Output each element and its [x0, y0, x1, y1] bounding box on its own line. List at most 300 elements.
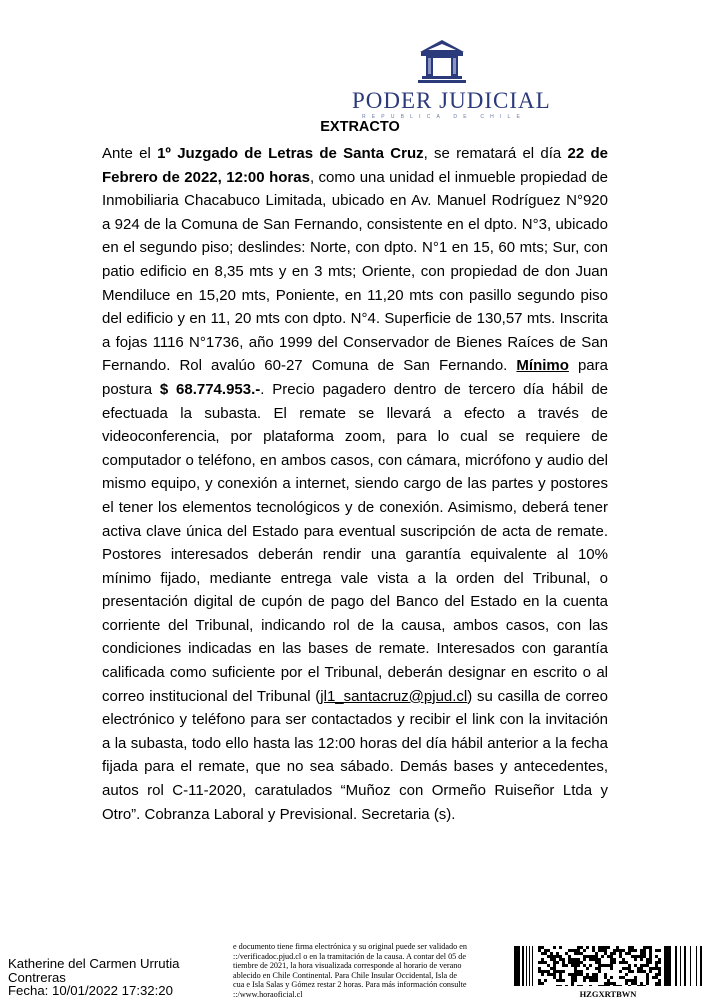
- barcode-module: [637, 970, 640, 973]
- barcode-module: [571, 973, 574, 976]
- barcode-module: [604, 964, 607, 967]
- barcode-module: [613, 958, 616, 961]
- barcode-module: [538, 946, 541, 949]
- barcode-module: [658, 949, 661, 952]
- barcode-module: [598, 985, 601, 986]
- barcode-module: [646, 964, 649, 967]
- barcode-module: [580, 970, 583, 973]
- barcode-module: [634, 982, 637, 985]
- barcode-module: [586, 946, 589, 949]
- barcode-module: [628, 952, 631, 955]
- barcode-module: [592, 976, 595, 979]
- barcode-module: [571, 982, 574, 985]
- barcode-module: [580, 946, 583, 949]
- barcode-module: [556, 985, 559, 986]
- barcode-module: [610, 955, 613, 958]
- barcode-module: [559, 973, 562, 976]
- barcode-module: [607, 982, 610, 985]
- barcode-module: [574, 958, 577, 961]
- barcode-module: [586, 976, 589, 979]
- barcode-module: [646, 982, 649, 985]
- barcode-module: [631, 979, 634, 982]
- barcode-module: [592, 973, 595, 976]
- barcode-module: [649, 961, 652, 964]
- barcode-module: [574, 967, 577, 970]
- barcode-module: [553, 958, 556, 961]
- barcode-module: [613, 961, 616, 964]
- barcode-module: [580, 961, 583, 964]
- courthouse-icon: [414, 38, 470, 86]
- barcode-module: [613, 982, 616, 985]
- signer-block: [8, 957, 180, 998]
- barcode-module: [610, 976, 613, 979]
- barcode-module: [589, 964, 592, 967]
- barcode-module: [631, 946, 634, 949]
- barcode-module: [619, 952, 622, 955]
- barcode-module: [619, 970, 622, 973]
- barcode-module: [586, 967, 589, 970]
- barcode-module: [583, 949, 586, 952]
- barcode-module: [553, 970, 556, 973]
- barcode-module: [553, 946, 556, 949]
- barcode-module: [580, 985, 583, 986]
- barcode-module: [655, 949, 658, 952]
- barcode-module: [541, 961, 544, 964]
- barcode-module: [646, 979, 649, 982]
- barcode-module: [619, 949, 622, 952]
- barcode-module: [598, 946, 601, 949]
- barcode-module: [568, 949, 571, 952]
- electronic-signature-notice: [233, 942, 507, 1000]
- barcode-module: [544, 970, 547, 973]
- barcode-module: [625, 961, 628, 964]
- logo-subtitle: REPUBLICA DE CHILE: [361, 114, 527, 120]
- barcode-module: [562, 970, 565, 973]
- barcode-module: [655, 976, 658, 979]
- barcode-module: [595, 973, 598, 976]
- barcode-module: [598, 970, 601, 973]
- barcode-module: [595, 961, 598, 964]
- barcode-module: [577, 970, 580, 973]
- barcode-module: [553, 964, 556, 967]
- barcode-module: [622, 958, 625, 961]
- barcode-module: [538, 970, 541, 973]
- barcode-module: [604, 976, 607, 979]
- barcode-module: [637, 967, 640, 970]
- barcode-module: [646, 973, 649, 976]
- barcode-module: [634, 976, 637, 979]
- barcode-module: [610, 961, 613, 964]
- barcode-module: [574, 952, 577, 955]
- barcode-module: [604, 973, 607, 976]
- barcode-module: [583, 976, 586, 979]
- barcode-module: [628, 979, 631, 982]
- barcode-module: [631, 970, 634, 973]
- barcode-module: [586, 955, 589, 958]
- court-email-link[interactable]: jl1_santacruz@pjud.cl: [320, 687, 468, 705]
- barcode-module: [559, 946, 562, 949]
- barcode-module: [655, 955, 658, 958]
- barcode-module: [643, 985, 646, 986]
- barcode-module: [574, 970, 577, 973]
- barcode-module: [658, 985, 661, 986]
- barcode-module: [571, 949, 574, 952]
- barcode-module: [547, 970, 550, 973]
- barcode-module: [595, 979, 598, 982]
- barcode-module: [640, 970, 643, 973]
- barcode-module: [700, 946, 702, 986]
- barcode-module: [619, 976, 622, 979]
- barcode-module: [544, 979, 547, 982]
- barcode-module: [643, 946, 646, 949]
- barcode-module: [592, 958, 595, 961]
- body-text: ) su casilla de correo electrónico y teléfono para ser contactados y recibir el link con la invitación a la subasta, todo ello hasta las 12:00 horas del día hábil anterior a la fecha fijada para el remate, que no sea sábado. Demás bases y antecedentes, autos rol C-11-2020, caratulados “Muñoz con Ormeño Ruiseñor Ltda y Otro”. Cobranza Laboral y Previsional. Secretaria (s).: [102, 687, 608, 823]
- barcode-module: [664, 946, 671, 986]
- barcode-module: [631, 949, 634, 952]
- barcode-module: [547, 973, 550, 976]
- barcode-module: [574, 964, 577, 967]
- barcode-module: [643, 955, 646, 958]
- barcode-module: [592, 949, 595, 952]
- barcode-module: [649, 955, 652, 958]
- barcode-module: [640, 982, 643, 985]
- barcode-module: [592, 979, 595, 982]
- body-text: Ante el: [102, 145, 158, 162]
- barcode-module: [583, 955, 586, 958]
- barcode-module: [640, 949, 643, 952]
- barcode-module: [553, 955, 556, 958]
- barcode-module: [637, 955, 640, 958]
- barcode-module: [604, 982, 607, 985]
- barcode-module: [538, 982, 541, 985]
- barcode-module: [538, 961, 541, 964]
- barcode-module: [649, 958, 652, 961]
- barcode-module: [544, 961, 547, 964]
- notice-line: tiembre de 2021, la hora visualizada corresponde al horario de verano: [233, 961, 462, 971]
- barcode-module: [565, 985, 568, 986]
- barcode-module: [640, 952, 643, 955]
- barcode-module: [574, 976, 577, 979]
- barcode-module: [690, 946, 691, 986]
- barcode-module: [583, 979, 586, 982]
- barcode-module: [547, 949, 550, 952]
- barcode-module: [571, 958, 574, 961]
- barcode-module: [574, 979, 577, 982]
- barcode-module: [655, 961, 658, 964]
- barcode-module: [628, 985, 631, 986]
- barcode-module: [655, 982, 658, 985]
- barcode-module: [625, 952, 628, 955]
- barcode-module: [696, 946, 697, 986]
- barcode-module: [568, 955, 571, 958]
- barcode-module: [643, 970, 646, 973]
- barcode-module: [625, 979, 628, 982]
- barcode-module: [559, 985, 562, 986]
- barcode-module: [655, 964, 658, 967]
- barcode-module: [607, 964, 610, 967]
- barcode-module: [547, 955, 550, 958]
- barcode-module: [559, 976, 562, 979]
- barcode-module: [628, 967, 631, 970]
- notice-line: cua e Isla Salas y Gómez restar 2 horas. Para más información consulte: [233, 980, 467, 990]
- barcode-module: [658, 967, 661, 970]
- barcode-module: [544, 952, 547, 955]
- notice-line: ::/verificadoc.pjud.cl o en la tramitación de la causa. A contar del 05 de: [233, 951, 467, 961]
- barcode-module: [577, 985, 580, 986]
- barcode-module: [616, 946, 619, 949]
- barcode-module: [604, 952, 607, 955]
- barcode-module: [619, 955, 622, 958]
- barcode-module: [541, 970, 544, 973]
- barcode-module: [640, 964, 643, 967]
- barcode-module: [595, 952, 598, 955]
- barcode-module: [589, 955, 592, 958]
- barcode-module: [577, 949, 580, 952]
- barcode-module: [598, 961, 601, 964]
- barcode-module: [598, 964, 601, 967]
- barcode-module: [562, 958, 565, 961]
- verification-code: HZGXRTBWN: [579, 989, 637, 999]
- barcode-module: [598, 967, 601, 970]
- barcode-module: [580, 973, 583, 976]
- barcode-module: [562, 961, 565, 964]
- barcode-module: [538, 949, 541, 952]
- barcode-module: [601, 985, 604, 986]
- barcode-module: [616, 985, 619, 986]
- barcode-module: [553, 976, 556, 979]
- barcode-module: [649, 967, 652, 970]
- barcode-module: [562, 979, 565, 982]
- barcode-module: [613, 985, 616, 986]
- barcode-module: [583, 958, 586, 961]
- barcode-module: [547, 964, 550, 967]
- barcode-module: [631, 982, 634, 985]
- barcode-module: [625, 982, 628, 985]
- barcode-module: [640, 985, 643, 986]
- barcode-module: [613, 949, 616, 952]
- barcode-module: [616, 949, 619, 952]
- barcode-module: [514, 946, 520, 986]
- barcode-module: [619, 961, 622, 964]
- body-text: para postura: [102, 357, 608, 398]
- barcode-module: [583, 964, 586, 967]
- barcode-module: [604, 985, 607, 986]
- barcode-module: [595, 976, 598, 979]
- barcode-module: [571, 961, 574, 964]
- barcode-module: [571, 979, 574, 982]
- bold-text: 22 de Febrero de 2022, 12:00 horas: [102, 145, 609, 186]
- barcode-module: [649, 952, 652, 955]
- barcode-module: [538, 967, 541, 970]
- barcode-module: [574, 961, 577, 964]
- barcode-module: [598, 949, 601, 952]
- barcode-module: [589, 985, 592, 986]
- barcode-module: [574, 973, 577, 976]
- barcode-module: [675, 946, 677, 986]
- barcode-module: [628, 964, 631, 967]
- barcode-module: [655, 985, 658, 986]
- barcode-module: [556, 979, 559, 982]
- barcode-module: [622, 976, 625, 979]
- barcode-module: [601, 946, 604, 949]
- body-text: . Precio pagadero dentro de tercero día hábil de efectuada la subasta. El remate se llevará a efecto a través de videoconferencia, por plataforma zoom, para lo cual se requiere de computador o teléfono, en ambos casos, con cámara, micrófono y audio del mismo equipo, y conexión a internet, siendo cargo de las partes y postores el tener los elementos tecnológicos y de conexión. Asimismo, deberá tener activa clave única del Estado para eventual suscripción de acta de remate. Postores interesados deberán rendir una garantía equivalente al 10% mínimo fijado, mediante entrega vale vista a la orden del Tribunal, o presentación digital de cupón de pago del Banco del Estado en la cuenta corriente del Tribunal, indicando rol de la causa, ambos casos, con las condiciones indicadas en las bases de remate. Interesados con garantía calificada como suficiente por el Tribunal, deberán designar en escrito o al correo institucional del Tribunal (: [102, 380, 609, 705]
- barcode-module: [637, 985, 640, 986]
- barcode-module: [556, 961, 559, 964]
- barcode-module: [559, 970, 562, 973]
- body-text: , como una unidad el inmueble propiedad de Inmobiliaria Chacabuco Limitada, ubicado en Av. Manuel Rodríguez N°920 a 924 de la Comuna de San Fernando, consistente en el dpto. N°3, ubicado en el segundo piso; deslindes: Norte, con dpto. N°1 en 15, 60 mts; Sur, con patio edificio en 8,35 mts y en 3 mts; Oriente, con propiedad de don Juan Mendiluce en 15,20 mts, Poniente, en 11,20 mts con pasillo segundo piso del edificio y en 11, 20 mts con dpto. N°4. Superficie de 130,57 mts. Inscrita a fojas 1116 N°1736, año 1999 del Conservador de Bienes Raíces de San Fernando. Rol avalúo 60-27 Comuna de San Fernando.: [102, 168, 609, 375]
- barcode-module: [550, 955, 553, 958]
- signer-name-line1: Katherine del Carmen Urrutia: [8, 956, 180, 971]
- barcode-module: [559, 955, 562, 958]
- barcode-module: [649, 949, 652, 952]
- barcode-module: [553, 967, 556, 970]
- barcode-module: [634, 964, 637, 967]
- barcode-module: [559, 979, 562, 982]
- barcode-module: [577, 958, 580, 961]
- barcode-module: [604, 949, 607, 952]
- barcode-module: [640, 958, 643, 961]
- barcode-module: [574, 949, 577, 952]
- barcode-module: [619, 985, 622, 986]
- minimum-label: Mínimo: [516, 357, 569, 375]
- barcode-module: [607, 955, 610, 958]
- barcode-module: [610, 967, 613, 970]
- barcode-module: [649, 946, 652, 949]
- barcode-module: [565, 952, 568, 955]
- barcode-module: [550, 952, 553, 955]
- barcode-module: [526, 946, 527, 986]
- barcode-module: [589, 958, 592, 961]
- barcode-module: [607, 985, 610, 986]
- barcode-module: [592, 955, 595, 958]
- barcode-module: [562, 964, 565, 967]
- barcode-module: [652, 976, 655, 979]
- barcode-module: [658, 958, 661, 961]
- barcode-module: [640, 967, 643, 970]
- bold-text: 1º Juzgado de Letras de Santa Cruz: [157, 145, 424, 162]
- barcode-module: [655, 973, 658, 976]
- signature-date: Fecha: 10/01/2022 17:32:20: [8, 983, 173, 998]
- barcode-module: [610, 982, 613, 985]
- barcode-module: [522, 946, 524, 986]
- barcode-module: [577, 973, 580, 976]
- barcode-module: [649, 970, 652, 973]
- barcode-module: [640, 955, 643, 958]
- barcode-module: [646, 961, 649, 964]
- barcode-module: [595, 955, 598, 958]
- barcode-module: [595, 958, 598, 961]
- barcode-module: [601, 955, 604, 958]
- signer-name-line2: Contreras: [8, 969, 66, 985]
- barcode-module: [634, 949, 637, 952]
- barcode-module: [592, 946, 595, 949]
- barcode-module: [643, 949, 646, 952]
- notice-line: ablecido en Chile Continental. Para Chile Insular Occidental, Isla de: [233, 970, 457, 980]
- barcode-module: [586, 973, 589, 976]
- barcode-module: [529, 946, 530, 986]
- barcode-module: [652, 967, 655, 970]
- barcode-module: [634, 958, 637, 961]
- barcode-module: [568, 973, 571, 976]
- bold-text: $ 68.774.953.-: [159, 380, 261, 398]
- barcode-module: [538, 979, 541, 982]
- barcode-module: [646, 976, 649, 979]
- barcode-module: [610, 952, 613, 955]
- barcode-module: [601, 949, 604, 952]
- barcode-module: [646, 958, 649, 961]
- barcode-module: [604, 946, 607, 949]
- barcode-module: [577, 946, 580, 949]
- notice-line: e documento tiene firma electrónica y su original puede ser validado en: [233, 942, 467, 951]
- barcode-module: [628, 970, 631, 973]
- barcode-module: [607, 979, 610, 982]
- barcode-module: [658, 979, 661, 982]
- barcode-module: [553, 973, 556, 976]
- barcode-module: [634, 955, 637, 958]
- barcode-module: [550, 958, 553, 961]
- barcode-module: [610, 964, 613, 967]
- barcode-module: [568, 958, 571, 961]
- barcode-module: [577, 964, 580, 967]
- barcode-module: [655, 967, 658, 970]
- barcode-module: [556, 952, 559, 955]
- barcode-module: [565, 964, 568, 967]
- barcode-module: [622, 961, 625, 964]
- barcode-module: [601, 964, 604, 967]
- barcode-module: [643, 952, 646, 955]
- barcode-module: [658, 961, 661, 964]
- barcode-module: [580, 952, 583, 955]
- poder-judicial-logo: [352, 38, 551, 120]
- document-body: [102, 142, 608, 826]
- barcode-module: [646, 946, 649, 949]
- barcode-module: [577, 952, 580, 955]
- barcode-module: [631, 955, 634, 958]
- pdf417-barcode-icon: [512, 946, 704, 986]
- barcode-module: [607, 946, 610, 949]
- barcode-module: [553, 961, 556, 964]
- barcode-module: [680, 946, 681, 986]
- barcode-module: [622, 967, 625, 970]
- barcode-module: [610, 958, 613, 961]
- barcode-module: [541, 958, 544, 961]
- barcode-module: [571, 976, 574, 979]
- barcode-module: [556, 970, 559, 973]
- barcode-module: [541, 973, 544, 976]
- barcode-module: [541, 952, 544, 955]
- body-text: , se rematará el día: [423, 145, 568, 162]
- barcode-module: [658, 973, 661, 976]
- barcode-module: [598, 958, 601, 961]
- barcode-module: [625, 973, 628, 976]
- logo-name: PODER JUDICIAL: [352, 88, 551, 113]
- barcode-module: [589, 976, 592, 979]
- barcode-module: [625, 967, 628, 970]
- barcode-module: [571, 985, 574, 986]
- barcode-module: [622, 949, 625, 952]
- barcode-module: [589, 979, 592, 982]
- barcode-module: [532, 946, 533, 986]
- barcode-module: [628, 949, 631, 952]
- barcode-module: [577, 961, 580, 964]
- barcode-module: [544, 949, 547, 952]
- barcode-module: [550, 973, 553, 976]
- barcode-module: [541, 982, 544, 985]
- barcode-module: [684, 946, 686, 986]
- barcode-module: [556, 955, 559, 958]
- barcode-module: [658, 970, 661, 973]
- document-title: EXTRACTO: [320, 119, 400, 135]
